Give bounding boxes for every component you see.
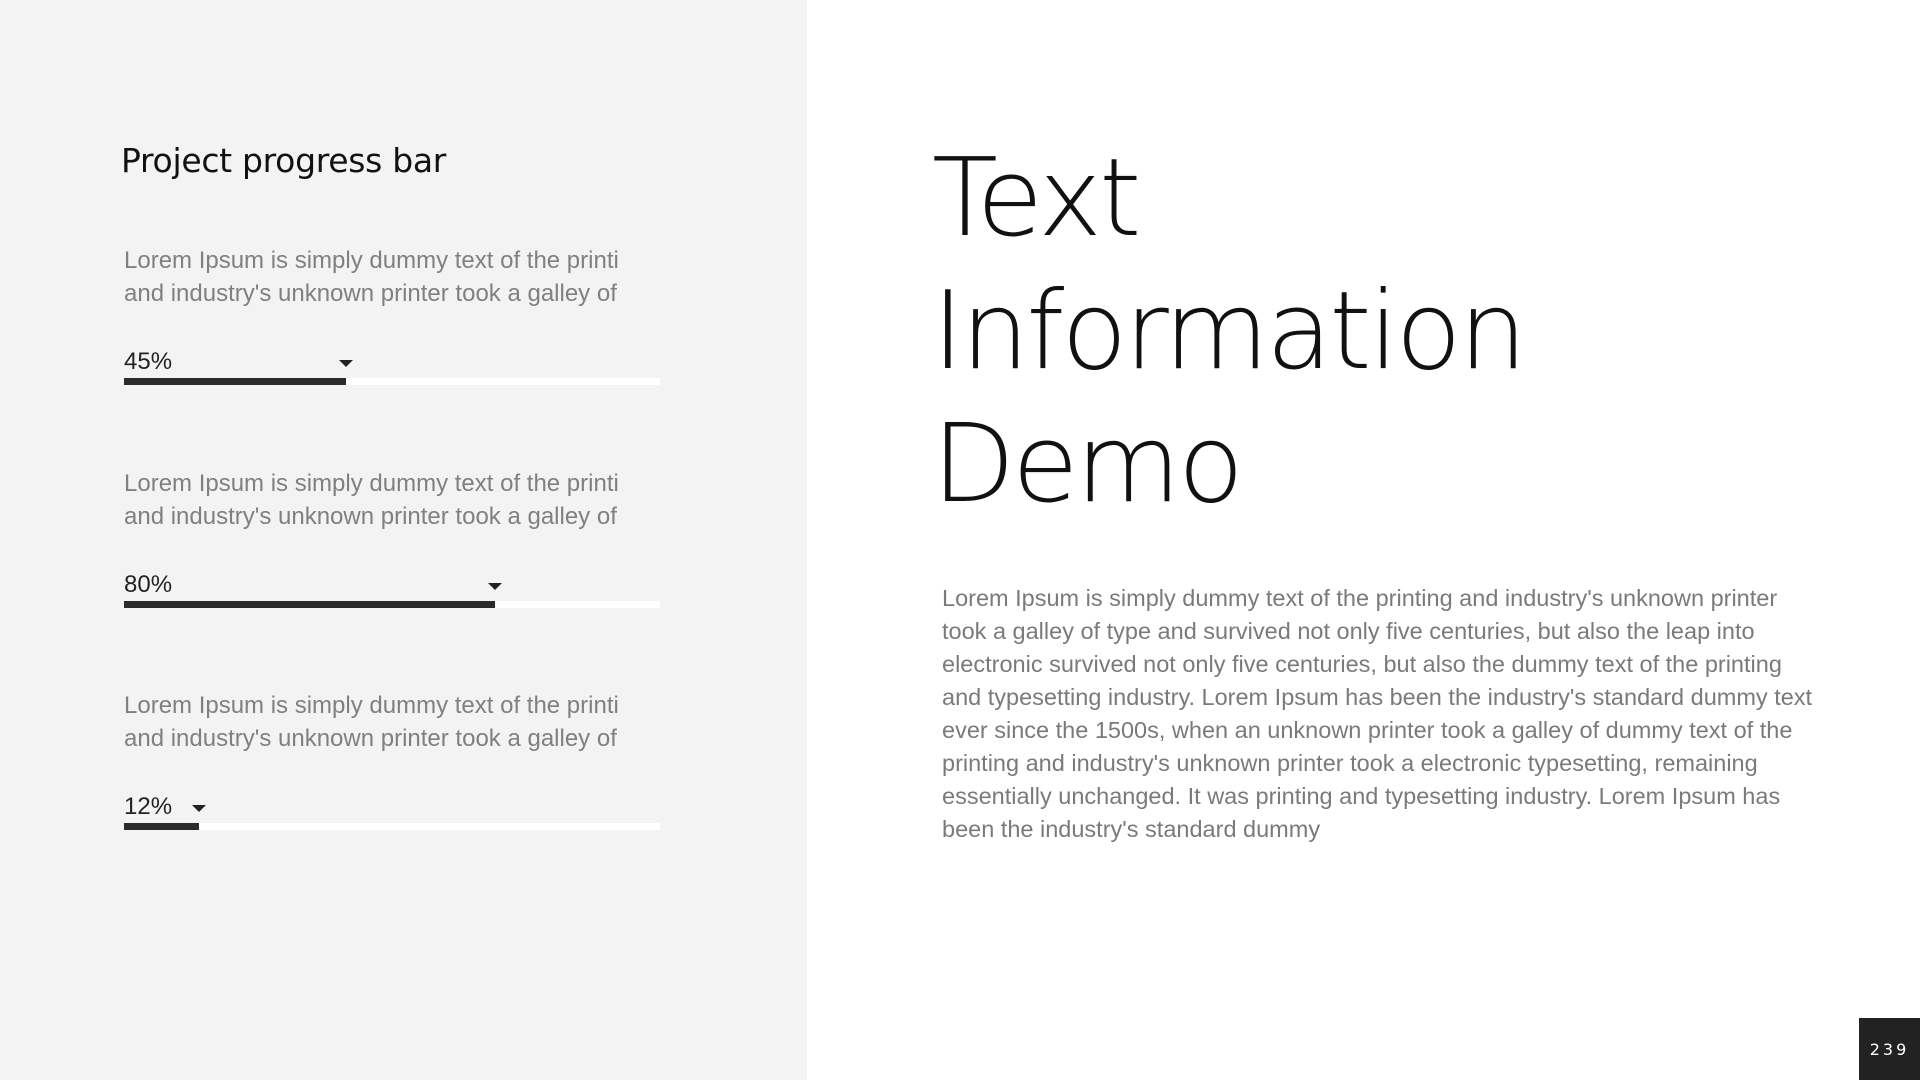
progress-value-row — [124, 794, 660, 820]
progress-value-label: 80% — [124, 571, 173, 598]
progress-value-row — [124, 572, 660, 598]
heading-line: Text — [932, 136, 1139, 261]
progress-value-label: 45% — [124, 348, 173, 375]
progress-item — [124, 689, 660, 820]
progress-description — [124, 244, 660, 310]
progress-track — [124, 823, 660, 830]
left-panel — [0, 0, 807, 1080]
description-line: Lorem Ipsum is simply dummy text of the printi — [124, 470, 619, 497]
caret-down-icon — [192, 805, 206, 812]
heading-line: Information — [932, 269, 1525, 394]
heading-line: Demo — [932, 402, 1241, 527]
progress-track — [124, 601, 660, 608]
page-number: 239 — [1859, 1018, 1920, 1080]
progress-item — [124, 244, 660, 375]
progress-fill — [124, 601, 495, 608]
progress-item — [124, 467, 660, 598]
progress-track — [124, 378, 660, 385]
page-heading — [932, 132, 1524, 531]
caret-down-icon — [339, 360, 353, 367]
progress-fill — [124, 823, 199, 830]
description-line: Lorem Ipsum is simply dummy text of the printi — [124, 247, 619, 274]
body-paragraph: Lorem Ipsum is simply dummy text of the printing and industry's unknown printer took a galley of type and survived not only five centuries, but also the leap into electronic survived not only five centuries, but also the dummy text of the printing and typesetting industry. Lorem Ipsum has been the industry's standard dummy text ever since the 1500s, when an unknown printer took a galley of dummy text of the printing and industry's unknown printer took a electronic typesetting, remaining essentially unchanged. It was printing and typesetting industry. Lorem Ipsum has been the industry's standard dummy — [942, 585, 1813, 842]
progress-value-row — [124, 349, 660, 375]
description-line: Lorem Ipsum is simply dummy text of the printi — [124, 692, 619, 719]
progress-description — [124, 467, 660, 533]
description-line: and industry's unknown printer took a galley of — [124, 725, 617, 752]
right-panel — [807, 0, 1920, 1080]
panel-title: Project progress bar — [121, 141, 447, 180]
progress-fill — [124, 378, 346, 385]
description-line: and industry's unknown printer took a galley of — [124, 280, 617, 307]
caret-down-icon — [488, 583, 502, 590]
description-line: and industry's unknown printer took a galley of — [124, 503, 617, 530]
progress-value-label: 12% — [124, 793, 173, 820]
progress-description — [124, 689, 660, 755]
